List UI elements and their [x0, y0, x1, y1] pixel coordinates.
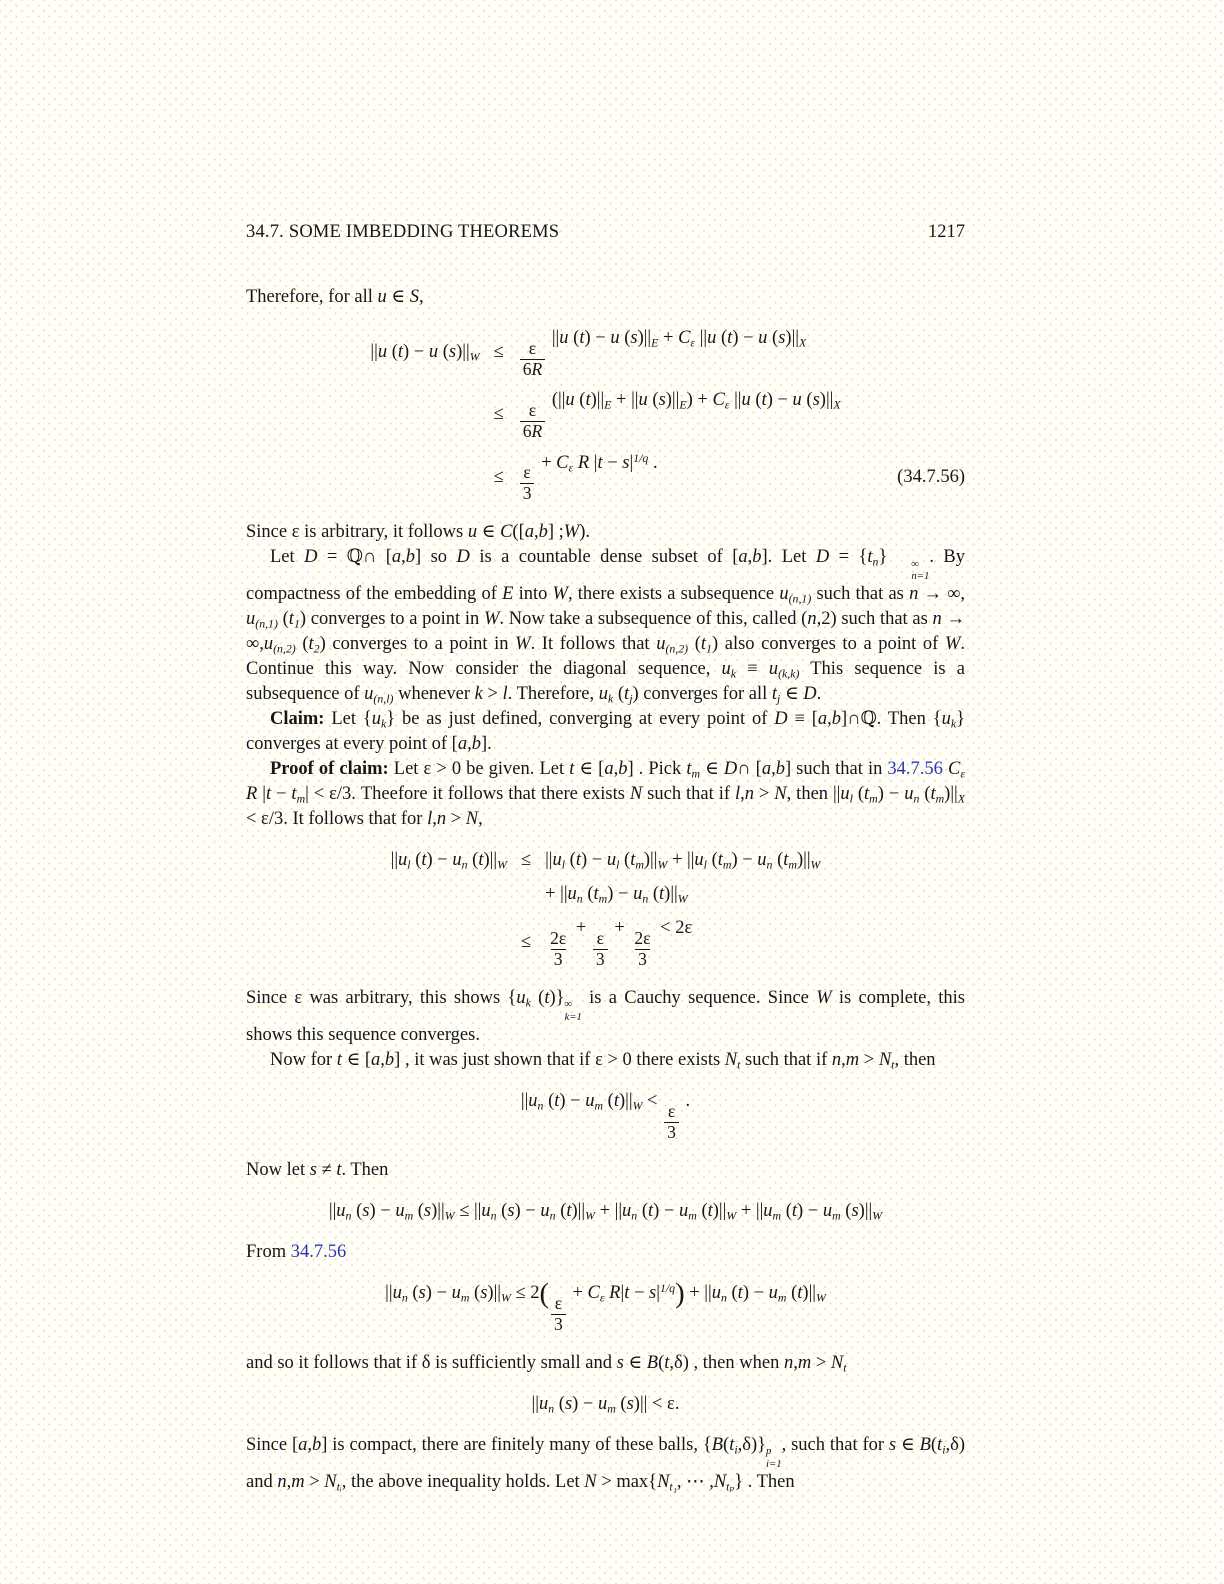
- paragraph-and-so: and so it follows that if δ is sufficiently small and s ∈ B(t,δ) , then when $n,m > N_t$: [246, 1352, 847, 1375]
- display-equation-from-56: $||u_n$ $(s) - u_m$ $(s)||_W \le 2$( $\frac{\varepsilon}{3}$ + $C_\varepsilon$ $R|t - s|^{1/q}) + ||u_n$ $(t) - u_m$ $(t)||_W$: [385, 1277, 826, 1334]
- paragraph-intro: Therefore, for all u ∈ S,: [246, 287, 424, 307]
- paragraph-since-compact: Since [a,b] is compact, there are finitely many of these balls, $\{B(t_i,\delta)\}$ p i=1 , such that for s ∈ $B(t_i,\delta)$ and $n,m > N_{tᵢ}$, the above inequality holds. Let $N > \max\{N_{t_1}$, ⋯ $,N_{t_p}$} . Then: [246, 1434, 965, 1494]
- display-equation-triangle: $||u_n$ $(s) - u_m$ $(s)||_W \le ||u_n$ $(s) - u_n$ $(t)||_W + ||u_n$ $(t) - u_m$ $(t)||_W + ||u_m$ $(t) - u_m$ $(s)||_W$: [328, 1201, 883, 1223]
- crossref-link[interactable]: 34.7.56: [290, 1242, 347, 1263]
- running-header: [246, 220, 965, 245]
- paragraph-since-arbitrary: Since ε is arbitrary, it follows u ∈ C([a,b] ;W).: [246, 521, 591, 542]
- paragraph-now-let: Now let s ≠ t. Then: [246, 1160, 389, 1181]
- paragraph-proof-of-claim: Proof of claim: Let ε > 0 be given. Let t ∈ [a,b] . Pick $t_m$ ∈ D∩ [a,b] such that in 34.7.56 $C_\varepsilon$ R $|t - t_m| < \varepsilon/3$. Theefore it follows that there exists N such that if l,n > N, then $||u_l$ $(t_m) - u_n$ $(t_m)||_X < \varepsilon/3$. It follows that for l,n > N,: [246, 759, 966, 830]
- eq-relation: ≤: [520, 850, 532, 871]
- display-equation-cauchy: [246, 848, 965, 969]
- page-number: 1217: [928, 222, 965, 242]
- paragraph-claim: Claim: Let $\{u_k\}$ be as just defined, converging at every point of D ≡ [a,b]∩ℚ. Then $\{u_k\}$ converges at every point of [a,b].: [246, 709, 965, 755]
- eq-lhs: ||u (t) − u $(s)||_W$: [370, 342, 480, 364]
- eq-relation: ≤: [493, 342, 504, 363]
- paragraph-diagonal-sequence: Let D = ℚ∩ [a,b] so D is a countable dense subset of [a,b]. Let $D = \{t_n\}$ ∞ n=1 . By compactness of the embedding of E into W, there exists a subsequence $u_{(n,1)}$ such that as n → ∞, $u_{(n,1)}$ $(t_1)$ converges to a point in W. Now take a subsequence of this, called (n,2) such that as $n \to \infty,u_{(n,2)}$ $(t_2)$ converges to a point in W. It follows that $u_{(n,2)}$ $(t_1)$ also converges to a point of W. Continue this way. Now consider the diagonal sequence, $u_k \equiv u_{(k,k)}$ This sequence is a subsequence of $u_{(n,l)}$ whenever k > l. Therefore, $u_k$ $(t_j)$ converges for all $t_j$ ∈ D.: [246, 546, 966, 706]
- eq-relation: ≤: [493, 466, 504, 487]
- eq-rhs: $\frac{\varepsilon}{3}$ + $C_\varepsilon$ R $|t - s|^{1/q}$ .: [518, 451, 841, 504]
- equation-align-grid: [246, 848, 965, 969]
- eq-relation: ≤: [493, 404, 504, 425]
- paragraph-since-was-arbitrary: Since ε was arbitrary, this shows {$u_k$ (t)} ∞ k=1 is a Cauchy sequence. Since W is complete, this shows this sequence converges.: [246, 987, 965, 1046]
- display-equation-final: $||u_n$ $(s) - u_m$ (s)|| < ε.: [531, 1393, 680, 1416]
- eq-rhs: $\frac{\varepsilon}{6R}$ ||u (t) − u $(s)||_E + C_\varepsilon$ ||u (t) − u $(s)||_X$: [518, 326, 841, 379]
- crossref-link[interactable]: 34.7.56: [887, 759, 943, 780]
- section-title: 34.7. SOME IMBEDDING THEOREMS: [246, 222, 560, 242]
- eq-rhs: $\frac{\varepsilon}{6R}$ (||u $(t)||_E + ||u$ $(s)||_E) + C_\varepsilon$ ||u (t) − u $(s)||_X$: [518, 388, 841, 441]
- equation-number: (34.7.56): [897, 466, 965, 487]
- eq-lhs: $||u_l$ $(t) - u_n$ $(t)||_W$: [390, 850, 507, 872]
- paragraph-from-ref: From 34.7.56: [246, 1242, 347, 1263]
- eq-rhs: $\frac{2\varepsilon}{3}$ + $\frac{\varepsilon}{3}$ + $\frac{2\varepsilon}{3}$ < 2ε: [550, 918, 693, 969]
- paragraph-now-for-t: Now for t ∈ [a,b] , it was just shown that if ε > 0 there exists $N_t$ such that if $n,m > N_t$, then: [270, 1050, 936, 1072]
- equation-align-grid: [246, 326, 965, 504]
- display-equation-eps-third: $||u_n$ $(t) - u_m$ $(t)||_W$ < $\frac{\varepsilon}{3}$ .: [520, 1091, 691, 1142]
- eq-relation: ≤: [520, 932, 532, 953]
- eq-rhs: + $||u_n$ $(t_m) - u_n$ $(t)||_W$: [545, 884, 688, 906]
- display-equation-34-7-56: [246, 326, 965, 504]
- eq-rhs: $||u_l$ $(t) - u_l$ $(t_m)||_W + ||u_l$ $(t_m) - u_n$ $(t_m)||_W$: [545, 850, 821, 872]
